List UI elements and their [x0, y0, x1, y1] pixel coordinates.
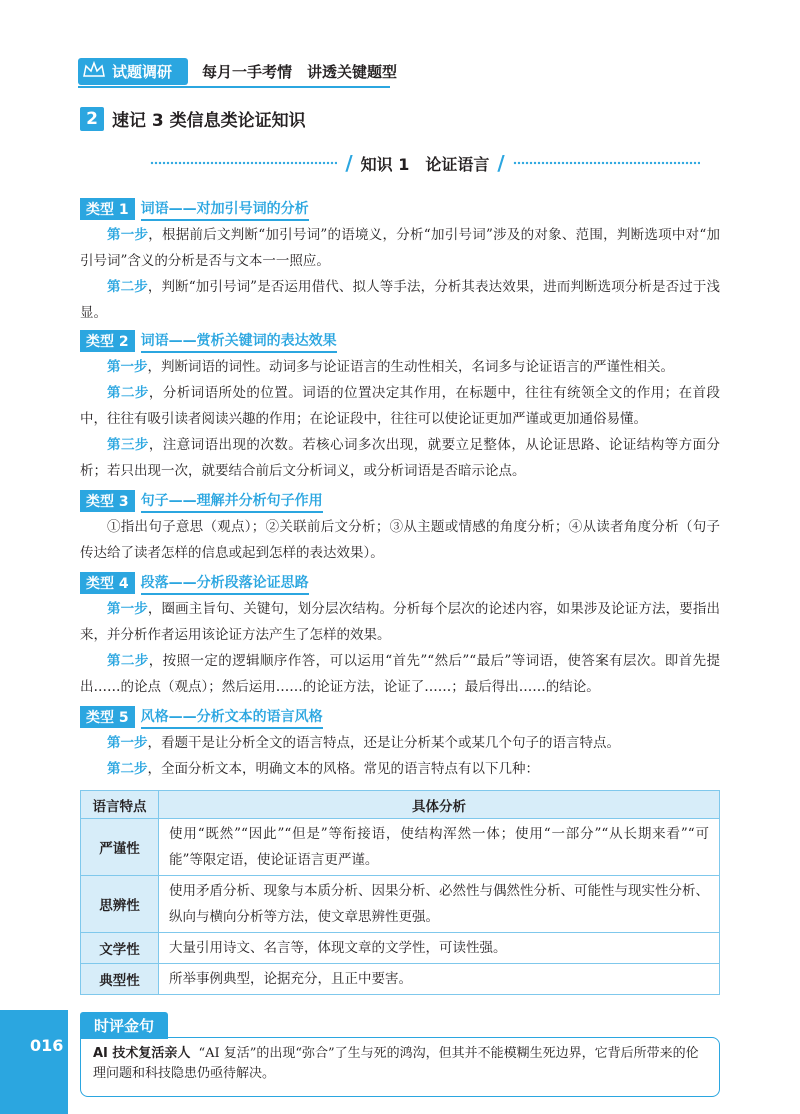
- table-row: [81, 819, 720, 876]
- feature-cell: 严谨性: [81, 819, 159, 876]
- quote-text: “AI 复活”的出现“弥合”了生与死的鸿沟，但其并不能模糊生死边界，它背后所带来的伦理问题和科技隐患仍亟待解决。: [93, 1046, 699, 1081]
- feature-cell: 思辨性: [81, 876, 159, 933]
- table-header-cell: 具体分析: [159, 791, 720, 819]
- type-heading-3: [80, 490, 323, 512]
- table-row: [81, 876, 720, 933]
- type-label: 类型 4: [80, 572, 135, 594]
- step-label: 第一步: [107, 735, 148, 751]
- paragraph: [80, 432, 720, 484]
- step-text: ，判断词语的词性。动词多与论证语言的生动性相关，名词多与论证语言的严谨性相关。: [147, 359, 674, 375]
- paragraph: [80, 596, 720, 648]
- analysis-cell: 使用矛盾分析、现象与本质分析、因果分析、必然性与偶然性分析、可能性与现实性分析、纵向与横向分析等方法，使文章思辨性更强。: [159, 876, 720, 933]
- step-text: ，看题干是让分析全文的语言特点，还是让分析某个或某几个句子的语言特点。: [147, 735, 620, 751]
- header-bar: [78, 58, 397, 84]
- paragraph: [80, 756, 720, 782]
- header-badge-text: 试题调研: [112, 62, 173, 81]
- paragraph: [80, 354, 720, 380]
- step-text: ，按照一定的逻辑顺序作答，可以运用“首先”“然后”“最后”等词语，使答案有层次。即首先提出……的论点（观点）；然后运用……的论证方法，论证了……；最后得出……的结论。: [80, 653, 720, 695]
- step-label: 第一步: [107, 601, 148, 617]
- table-row: [81, 964, 720, 995]
- page-number: 016: [30, 1036, 64, 1055]
- table-header-row: [81, 791, 720, 819]
- knowledge-title: 知识 1 论证语言: [360, 154, 490, 174]
- paragraph: [80, 380, 720, 432]
- step-text: ，分析词语所处的位置。词语的位置决定其作用，在标题中，往往有统领全文的作用；在首段中，往往有吸引读者阅读兴趣的作用；在论证段中，往往可以使论证更加严谨或更加通俗易懂。: [80, 385, 721, 427]
- table-header-cell: 语言特点: [81, 791, 159, 819]
- step-label: 第二步: [107, 385, 149, 401]
- analysis-cell: 大量引用诗文、名言等，体现文章的文学性，可读性强。: [159, 933, 720, 964]
- header-badge: [78, 58, 188, 85]
- type-heading-1: [80, 198, 309, 220]
- quote-box: [80, 1037, 720, 1097]
- step-label: 第一步: [107, 359, 148, 375]
- step-label: 第一步: [107, 227, 149, 243]
- step-text: ，判断“加引号词”是否运用借代、拟人等手法，分析其表达效果，进而判断选项分析是否过于浅显。: [80, 279, 721, 321]
- type-label: 类型 5: [80, 706, 135, 728]
- paragraph: [80, 274, 720, 326]
- paragraph: ①指出句子意思（观点）；②关联前后文分析；③从主题或情感的角度分析；④从读者角度分析（句子传达给了读者怎样的信息或起到怎样的表达效果）。: [80, 519, 720, 561]
- type-title: 段落——分析段落论证思路: [141, 572, 309, 595]
- header-subtitle: 每月一手考情 讲透关键题型: [202, 62, 398, 81]
- type-label: 类型 2: [80, 330, 135, 352]
- language-feature-table: [80, 790, 720, 995]
- section-title: 速记 3 类信息类论证知识: [112, 111, 306, 131]
- step-label: 第二步: [107, 279, 148, 295]
- type-title: 词语——对加引号词的分析: [141, 198, 309, 221]
- analysis-cell: 使用“既然”“因此”“但是”等衔接语，使结构浑然一体；使用“一部分”“从长期来看”“可能”等限定语，使论证语言更严谨。: [159, 819, 720, 876]
- step-text: ，全面分析文本，明确文本的风格。常见的语言特点有以下几种：: [147, 761, 539, 777]
- step-text: ，注意词语出现的次数。若核心词多次出现，就要立足整体，从论证思路、论证结构等方面分析；若只出现一次，就要结合前后文分析词义，或分析词语是否暗示论点。: [80, 437, 721, 479]
- step-label: 第三步: [107, 437, 149, 453]
- paragraph: [80, 648, 720, 700]
- step-label: 第二步: [107, 653, 149, 669]
- step-text: ，圈画主旨句、关键句，划分层次结构。分析每个层次的论述内容，如果涉及论证方法，要指出来，并分析作者运用该论证方法产生了怎样的效果。: [80, 601, 720, 643]
- slash-icon: /: [497, 151, 505, 175]
- page-tab: [0, 1010, 68, 1114]
- analysis-cell: 所举事例典型，论据充分，且正中要害。: [159, 964, 720, 995]
- quote-tag: 时评金句: [80, 1012, 168, 1039]
- type-title: 句子——理解并分析句子作用: [141, 490, 323, 513]
- paragraph: [80, 222, 720, 274]
- step-text: ，根据前后文判断“加引号词”的语境义，分析“加引号词”涉及的对象、范围，判断选项中对“加引号词”含义的分析是否与文本一一照应。: [80, 227, 720, 269]
- paragraph: [80, 730, 720, 756]
- section-number: 2: [80, 107, 104, 131]
- feature-cell: 文学性: [81, 933, 159, 964]
- type-heading-5: [80, 706, 323, 728]
- type-label: 类型 1: [80, 198, 135, 220]
- knowledge-heading: [150, 150, 700, 176]
- type-label: 类型 3: [80, 490, 135, 512]
- section-heading: [80, 106, 306, 131]
- type-title: 词语——赏析关键词的表达效果: [141, 330, 337, 353]
- dotted-divider-left: [150, 160, 337, 166]
- dotted-divider-right: [513, 160, 700, 166]
- slash-icon: /: [345, 151, 353, 175]
- header-divider: [78, 86, 390, 88]
- quote-title: AI 技术复活亲人: [93, 1046, 191, 1061]
- crown-icon: [82, 60, 106, 80]
- table-row: [81, 933, 720, 964]
- step-label: 第二步: [107, 761, 148, 777]
- type-heading-4: [80, 572, 309, 594]
- type-heading-2: [80, 330, 337, 352]
- type-title: 风格——分析文本的语言风格: [141, 706, 323, 729]
- feature-cell: 典型性: [81, 964, 159, 995]
